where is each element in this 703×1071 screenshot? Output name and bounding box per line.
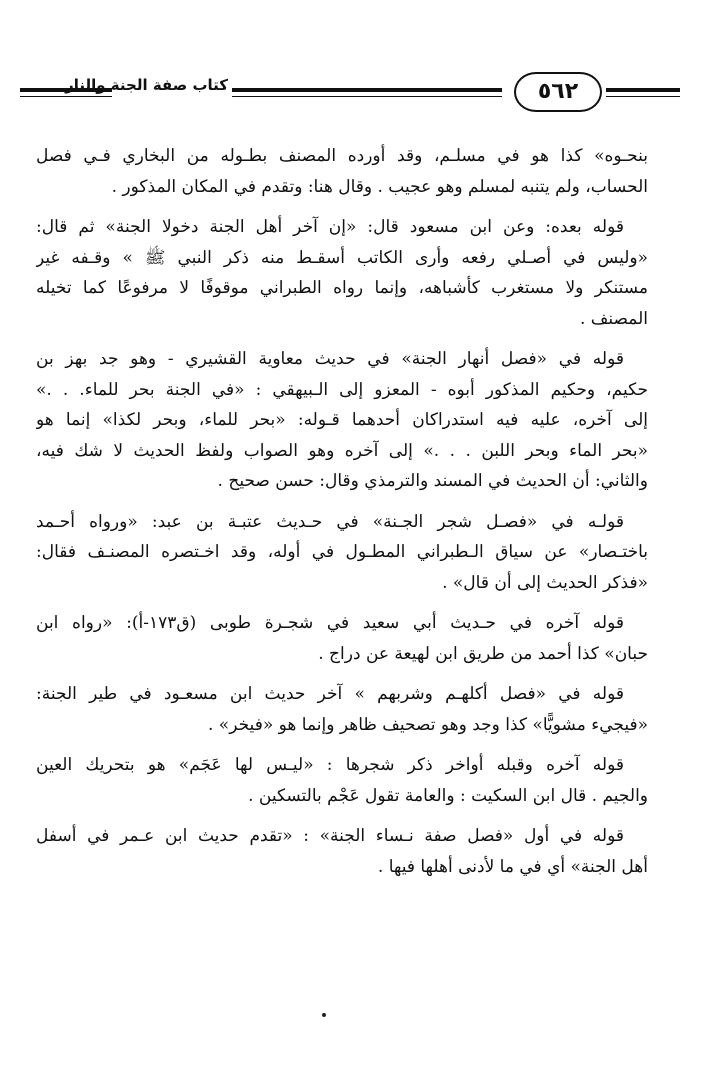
text-line: «فذكر الحديث إلى أن قال» . <box>442 572 648 593</box>
header-rule-middle-bottom <box>232 96 502 97</box>
footer-dot <box>322 1013 326 1017</box>
header-rule-middle-top <box>232 88 502 92</box>
text-line: إلى آخره، عليه فيه استدراكان أحدهما قـوله: «بحر للماء، وبحر لكذا» إنما هو <box>36 410 648 430</box>
text-line: باختـصار» عن سياق الـطبراني المطـول في أوله، وقد اخـتصره المصنـف فقال: <box>36 542 648 562</box>
header-rule-right-top <box>606 88 680 92</box>
text-line: «بحر الماء وبحر اللبن . . .» إلى آخره وهو الصواب ولفظ الحديث لا شك فيه، <box>36 440 648 461</box>
text-line: قوله في «فصل أكلهـم وشربهم » آخر حديث ابن مسعـود في طير الجنة: <box>36 684 624 704</box>
text-line: والجيم . قال ابن السكيت : والعامة تقول عَجْم بالتسكين . <box>248 785 648 806</box>
book-title: كتاب صفة الجنة والنار <box>65 76 228 94</box>
text-line: بنحـوه» كذا هو في مسلـم، وقد أورده المصنف بطـوله من البخاري فـي فصل <box>36 146 648 166</box>
page-header <box>20 66 680 136</box>
paragraph <box>36 141 648 202</box>
text-line: قوله بعده: وعن ابن مسعود قال: «إن آخر أهل الجنة دخولا الجنة» ثم قال: <box>36 217 624 237</box>
page-number: ٥٦٢ <box>514 72 602 112</box>
text-line: «فيجيء مشويًّا» كذا وجد وهو تصحيف ظاهر وإنما هو «فيخر» . <box>208 714 648 735</box>
text-line: والثاني: أن الحديث في المسند والترمذي وقال: حسن صحيح . <box>217 471 648 491</box>
paragraph <box>36 750 648 811</box>
paragraph <box>36 679 648 740</box>
paragraph <box>36 212 648 334</box>
text-line: قولـه في «فصـل شجر الجـنة» في حـديث عتبـة بن عبد: «ورواه أحـمد <box>36 511 624 532</box>
text-line: المصنف . <box>579 308 648 329</box>
text-line: أهل الجنة» أي في ما لأدنى أهلها فيها . <box>377 856 648 877</box>
paragraph <box>36 507 648 599</box>
text-line: الحساب، ولم يتنبه لمسلم وهو عجيب . وقال هنا: وتقدم في المكان المذكور . <box>111 176 648 197</box>
paragraph <box>36 344 648 497</box>
text-line: قوله آخره وقبله أواخر ذكر شجرها : «ليـس لها عَجَم» هو بتحريك العين <box>36 755 624 775</box>
paragraph <box>36 608 648 669</box>
text-line: مستنكر ولا مستغرب كأشباهه، وإنما رواه الطبراني موقوفًا لا مرفوعًا كما تخيله <box>36 278 648 298</box>
header-rule-right-bottom <box>606 96 680 97</box>
text-line: حبان» كذا أحمد من طريق ابن لهيعة عن دراج . <box>318 643 648 664</box>
text-line: قوله آخره في حـديث أبي سعيد في شجـرة طوبى (ق١٧٣-أ): «رواه ابن <box>36 613 624 633</box>
text-line: قوله في «فصل أنهار الجنة» في حديث معاوية القشيري - وهو جد بهز بن <box>36 349 624 369</box>
page-body <box>36 141 648 882</box>
text-line: «وليس في أصـلي رفعه وأرى الكاتب أسقـط منه ذكر النبي ﷺ » وقـفه غير <box>36 247 648 268</box>
paragraph <box>36 821 648 882</box>
text-line: قوله في أول «فصل صفة نـساء الجنة» : «تقدم حديث ابن عـمر في أسفل <box>36 826 624 846</box>
header-rule-left-bottom <box>20 96 112 97</box>
text-line: حكيم، وحكيم المذكور أبوه - المعزو إلى الـبيهقي : «في الجنة بحر للماء. . .» <box>36 379 648 400</box>
